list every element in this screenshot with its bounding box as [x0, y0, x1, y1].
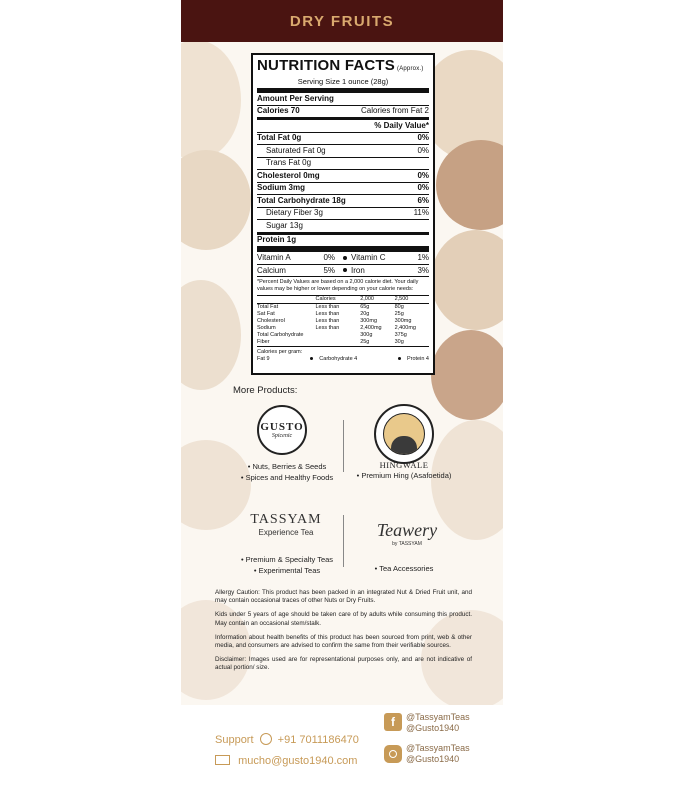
nutrient-row: Cholesterol 0mg 0%: [257, 170, 429, 183]
nutrient-row: Dietary Fiber 3g 11%: [257, 208, 429, 221]
nutrient-row: Sugar 13g: [257, 220, 429, 233]
facebook-icon[interactable]: f: [384, 713, 402, 731]
hingwale-seal: [374, 404, 434, 464]
disclaimer: Disclaimer: Images used are for representational purposes only, and are not indicative of actual portion/ size.: [215, 656, 472, 672]
kids-note: Kids under 5 years of age should be taken care of by adults while consuming this product. May contain an occasional stem/stalk.: [215, 611, 472, 627]
table-row: Total Carbohydrate 300g 375g: [257, 332, 407, 338]
phone-number[interactable]: +91 7011186470: [277, 734, 359, 746]
daily-value-table: Calories 2,000 2,500 Total Fat Less than 65g 80g Sat Fat Less than 20g 25g Cholesterol Less than 300mg 300mg Sodium Less than 2,400mg 2,400mg Total Carbohydrate 300g 375g Fiber 25g 30g: [257, 296, 429, 346]
contact-footer: [181, 705, 503, 800]
table-row: Total Fat Less than 65g 80g: [257, 304, 429, 312]
nutrition-facts-panel: [251, 53, 435, 375]
nutrition-title: NUTRITION FACTS (Approx.): [257, 57, 424, 74]
whatsapp-icon: [260, 733, 272, 745]
nutrient-row: Sodium 3mg 0%: [257, 183, 429, 196]
daily-value-footnote: *Percent Daily Values are based on a 2,000 calorie diet. Your daily values may be higher or lower depending on your calorie needs:: [257, 277, 429, 296]
fig-image: [431, 230, 503, 330]
fig-image: [181, 280, 241, 390]
serving-size: Serving Size 1 ounce (28g): [297, 77, 389, 86]
calories-per-gram: Calories per gram: Fat 9 Carbohydrate 4 Protein 4: [257, 346, 429, 363]
nutrient-row: Trans Fat 0g: [257, 158, 429, 171]
fig-image: [181, 40, 241, 160]
nutrient-row: Total Fat 0g 0%: [257, 133, 429, 146]
tassyam-logo: TASSYAM Experience Tea: [250, 512, 322, 537]
email-link[interactable]: mucho@gusto1940.com: [238, 755, 358, 767]
support-line: Support +91 7011186470: [215, 734, 359, 746]
category-banner: [181, 0, 503, 42]
nutrient-row: Protein 1g: [257, 235, 429, 248]
allergy-caution: Allergy Caution: This product has been packed in an integrated Nut & Dried Fruit unit, and may contain occasional traces of other Nuts or Dry Fruits.: [215, 589, 472, 605]
product-notes: [215, 589, 472, 679]
vitamin-row: Vitamin A 0% Vitamin C 1%: [257, 252, 429, 265]
email-line: [215, 755, 357, 767]
fig-image: [436, 140, 503, 230]
fig-image: [431, 330, 503, 420]
instagram-icon[interactable]: [384, 745, 402, 763]
table-row: Cholesterol Less than 300mg 300mg: [257, 318, 412, 324]
daily-value-header: % Daily Value*: [257, 120, 429, 133]
mail-icon: [215, 755, 230, 765]
hingwale-products: HINGWALE • Premium Hing (Asafoetida): [349, 460, 459, 481]
amount-per-serving: Amount Per Serving: [257, 93, 429, 106]
category-title: DRY FRUITS: [289, 12, 395, 30]
table-row: Sat Fat Less than 20g 25g: [257, 311, 404, 317]
more-products-title: More Products:: [233, 385, 298, 396]
gusto-logo: GUSTO Spicenic: [257, 405, 307, 455]
gusto-products: • Nuts, Berries & Seeds • Spices and Healthy Foods: [227, 462, 347, 483]
vitamin-row: Calcium 5% Iron 3%: [257, 265, 429, 278]
nutrient-row: Total Carbohydrate 18g 6%: [257, 195, 429, 208]
health-info: Information about health benefits of this product has been sourced from print, web & other media, and consumers are advised to confirm the same from their verifiable sources.: [215, 633, 472, 650]
divider: [343, 515, 344, 567]
instagram-handles[interactable]: @TassyamTeas @Gusto1940: [406, 743, 470, 764]
fig-image: [181, 150, 251, 250]
teawery-logo: Teawery by TASSYAM: [376, 520, 438, 547]
nutrient-row: Saturated Fat 0g 0%: [257, 145, 429, 158]
table-row: Fiber 25g 30g: [257, 339, 404, 345]
tassyam-products: • Premium & Specialty Teas • Experimental Teas: [227, 555, 347, 576]
divider: [343, 420, 344, 472]
teawery-products: • Tea Accessories: [349, 564, 459, 575]
product-label: [181, 0, 503, 800]
facebook-handles[interactable]: @TassyamTeas @Gusto1940: [406, 712, 470, 733]
calories-row: Calories 70 Calories from Fat 2: [257, 106, 429, 119]
avatar: [383, 413, 425, 455]
table-row: Sodium Less than 2,400mg 2,400mg: [257, 325, 416, 331]
